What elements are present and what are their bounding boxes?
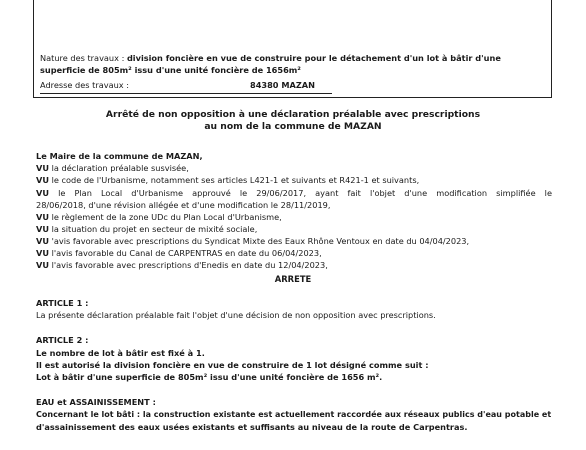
eau-heading: EAU et ASSAINISSEMENT : (36, 397, 156, 407)
address-line (40, 80, 129, 90)
vu-item: VU le code de l'Urbanisme, notamment ses articles L421-1 et suivants et R421-1 et suivants, (36, 175, 420, 185)
article-2-line-3: Lot à bâtir d'une superficie de 805m² issu d'une unité foncière de 1656 m². (36, 372, 383, 382)
vu-item: VU le Plan Local d'Urbanisme approuvé le 29/06/2017, ayant fait l'objet d'une modification simplifiée le (36, 188, 552, 198)
article-2-line-1: Le nombre de lot à bâtir est fixé à 1. (36, 348, 205, 358)
eau-line-1: Concernant le lot bâti : la construction existante est actuellement raccordée aux réseaux publics d'eau potable et (36, 410, 552, 419)
preamble-intro: Le Maire de la commune de MAZAN, (36, 151, 203, 161)
vu-item: VU 'avis favorable avec prescriptions du Syndicat Mixte des Eaux Rhône Ventoux en date du 04/04/2023, (36, 236, 470, 246)
eau-line-2: d'assainissement des eaux usées existants et suffisants au niveau de la route de Carpentras. (36, 422, 468, 432)
decree-title-line-2: au nom de la commune de MAZAN (204, 121, 382, 132)
nature-line-1 (40, 53, 501, 63)
vu-item: VU la déclaration préalable susvisée, (36, 163, 189, 173)
article-2-line-2: Il est autorisé la division foncière en vue de construire de 1 lot désigné comme suit : (36, 360, 429, 370)
decree-title-line-1: Arrêté de non opposition à une déclaration préalable avec prescriptions (105, 109, 481, 120)
vu-item-continuation: 28/06/2018, d'une révision allégée et d'une modification le 28/11/2019, (36, 200, 331, 210)
nature-value-1: division foncière en vue de construire pour le détachement d'un lot à bâtir d'une (126, 53, 501, 63)
address-value: 84380 MAZAN (250, 80, 315, 90)
vu-item: VU l'avis favorable avec prescriptions d'Enedis en date du 12/04/2023, (36, 260, 328, 270)
decision-heading: ARRETE (274, 274, 312, 284)
article-1-text: La présente déclaration préalable fait l'objet d'une décision de non opposition avec prescriptions. (36, 310, 436, 320)
address-underline (40, 93, 332, 94)
article-1-heading: ARTICLE 1 : (36, 298, 89, 308)
vu-item: VU l'avis favorable du Canal de CARPENTRAS en date du 06/04/2023, (36, 248, 322, 258)
info-frame (33, 0, 552, 98)
nature-label: Nature des travaux : (40, 53, 127, 63)
address-label: Adresse des travaux : (40, 80, 130, 90)
nature-value-2: superficie de 805m² issu d'une unité foncière de 1656m² (40, 65, 301, 75)
article-2-heading: ARTICLE 2 : (36, 335, 89, 345)
vu-item: VU la situation du projet en secteur de mixité sociale, (36, 224, 258, 234)
vu-item: VU le règlement de la zone UDc du Plan Local d'Urbanisme, (36, 212, 282, 222)
